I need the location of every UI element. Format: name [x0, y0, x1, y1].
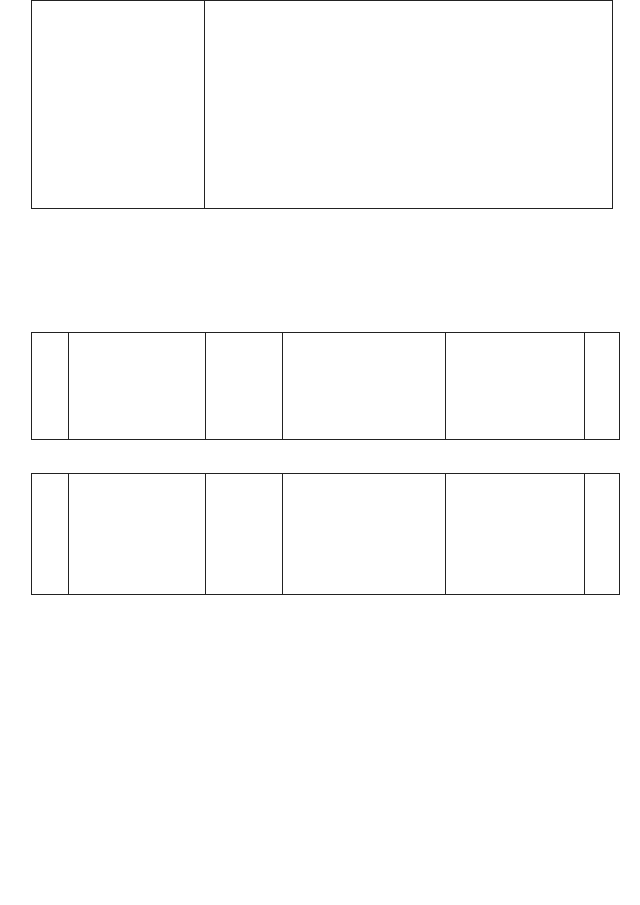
table-21-name: [69, 474, 206, 595]
table-20-number: [32, 333, 69, 440]
table-21-method: [283, 474, 446, 595]
table-20-unit: [206, 333, 283, 440]
table-21-unit: [206, 474, 283, 595]
table-21-blank: [585, 474, 620, 595]
table-21-number: [32, 474, 69, 595]
top-table-empty-cell: [32, 1, 205, 209]
indicator-table-20: [31, 332, 620, 440]
paragraph-5: [32, 816, 614, 836]
table-20-name: [69, 333, 206, 440]
paragraph-4: [32, 672, 614, 692]
top-table-text-cell: [205, 1, 613, 209]
top-table: [31, 0, 613, 209]
table-20-method: [283, 333, 446, 440]
table-21-source: [446, 474, 585, 595]
paragraph-2: [32, 229, 614, 249]
indicator-table-21: [31, 473, 620, 595]
table-20-blank: [585, 333, 620, 440]
table-20-source: [446, 333, 585, 440]
paragraph-3: [32, 609, 614, 629]
